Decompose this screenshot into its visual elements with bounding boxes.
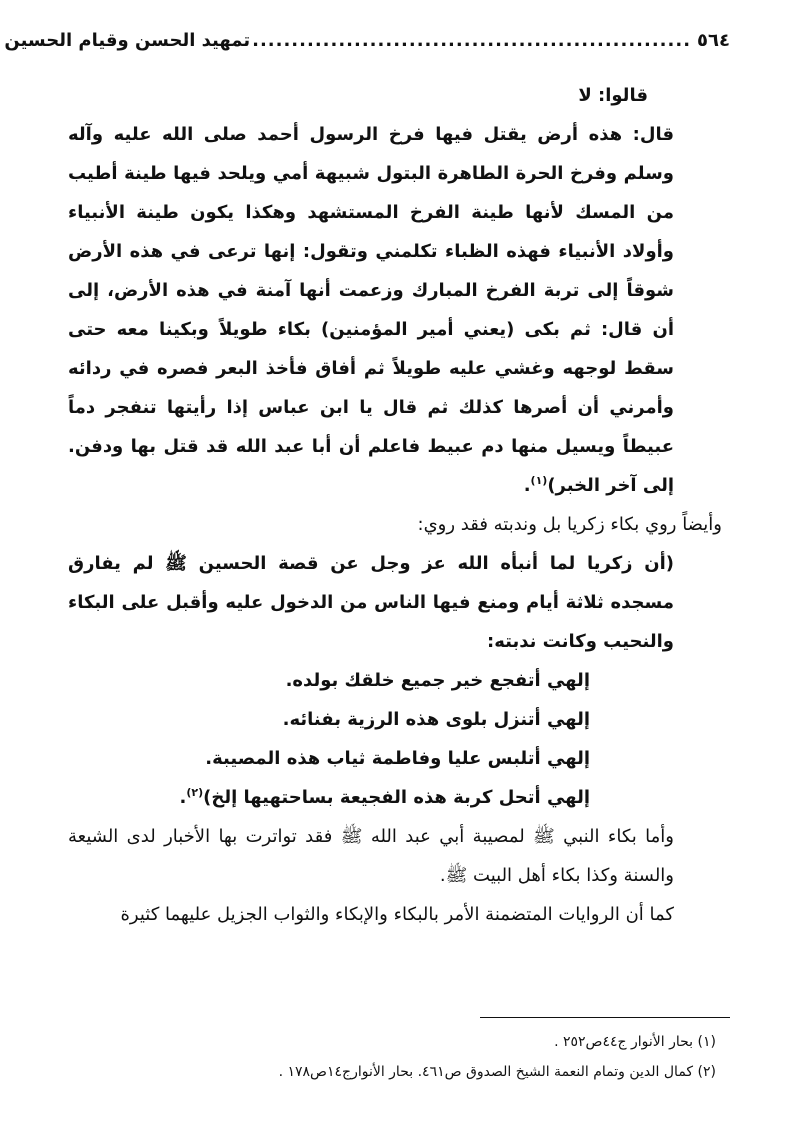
lament-line-4-text: إلهي أتحل كربة هذه الفجيعة بساحتهيها إلخ) — [203, 787, 590, 808]
footnote-separator — [480, 1017, 730, 1018]
footnote-ref-2: (٢) — [186, 786, 204, 799]
footnote-1: (١) بحار الأنوار ج٤٤ص٢٥٢ . — [554, 1034, 716, 1050]
paragraph-prophet-weeping: وأما بكاء النبي ﷺ لمصيبة أبي عبد الله ﷺ فقد تواترت بها الأخبار لدى الشيعة والسنة وكذا بكاء أهل البيت ﷺ. — [68, 826, 674, 886]
page-header — [4, 30, 730, 51]
lament-line-1: إلهي أتفجع خير جميع خلقك بولده. — [285, 670, 590, 691]
lament-line-2: إلهي أتنزل بلوى هذه الرزية بفنائه. — [282, 709, 590, 730]
running-title: تمهيد الحسن وقيام الحسين — [4, 30, 251, 51]
paragraph-narration — [68, 115, 730, 505]
footnote-2: (٢) كمال الدين وتمام النعمة الشيخ الصدوق ص٤٦١. بحار الأنوارج١٤ص١٧٨ . — [278, 1064, 716, 1080]
lament-line-3: إلهي أتلبس عليا وفاطمة ثياب هذه المصيبة. — [205, 748, 590, 769]
narration-end-mark: . — [523, 475, 531, 496]
main-text — [68, 76, 730, 934]
narration-text: قال: هذه أرض يقتل فيها فرخ الرسول أحمد صلى الله عليه وآله وسلم وفرخ الحرة الطاهرة البتول شبيهة أمي ويلحد فيها طينة أطيب من المسك لأنها طينة الفرخ المستشهد وهكذا يكون طينة الأنبياء وأولاد الأنبياء فهذه الظباء تكلمني وتقول: إنها ترعى في هذه الأرض شوقاً إلى تربة الفرخ المبارك وزعمت أنها آمنة في هذه الأرض، إلى أن قال: ثم بكى (يعني أمير المؤمنين) بكاء طويلاً وبكينا معه حتى سقط لوجهه وغشي عليه طويلاً ثم أفاق فأخذ البعر فصره في ردائه وأمرني أن أصرها كذلك ثم قال يا ابن عباس إذا رأيتها تنفجر دماً عبيطاً ويسيل منها دم عبيط فاعلم أن أبا عبد الله قد قتل بها ودفن. إلى آخر الخبر) — [68, 124, 674, 496]
paragraph-narrations: كما أن الروايات المتضمنة الأمر بالبكاء والإبكاء والثواب الجزيل عليهما كثيرة — [120, 904, 674, 925]
lament-line-4 — [68, 778, 730, 817]
lament-end-mark: . — [179, 787, 187, 808]
footnotes — [68, 1027, 730, 1087]
paragraph-zakariya-intro: وأيضاً روي بكاء زكريا بل وندبته فقد روي: — [417, 514, 722, 535]
page-number: ٥٦٤ — [697, 30, 730, 51]
paragraph-zakariya-narration: (أن زكريا لما أنبأه الله عز وجل عن قصة الحسين ﷺ لم يفارق مسجده ثلاثة أيام ومنع فيها الناس من الدخول عليه وأقبل على البكاء والنحيب وكانت ندبته: — [68, 553, 674, 652]
footnote-ref-1: (١) — [530, 474, 548, 487]
paragraph-qalu: قالوا: لا — [578, 85, 648, 106]
header-dot-leader: ........................................................ — [252, 30, 692, 51]
